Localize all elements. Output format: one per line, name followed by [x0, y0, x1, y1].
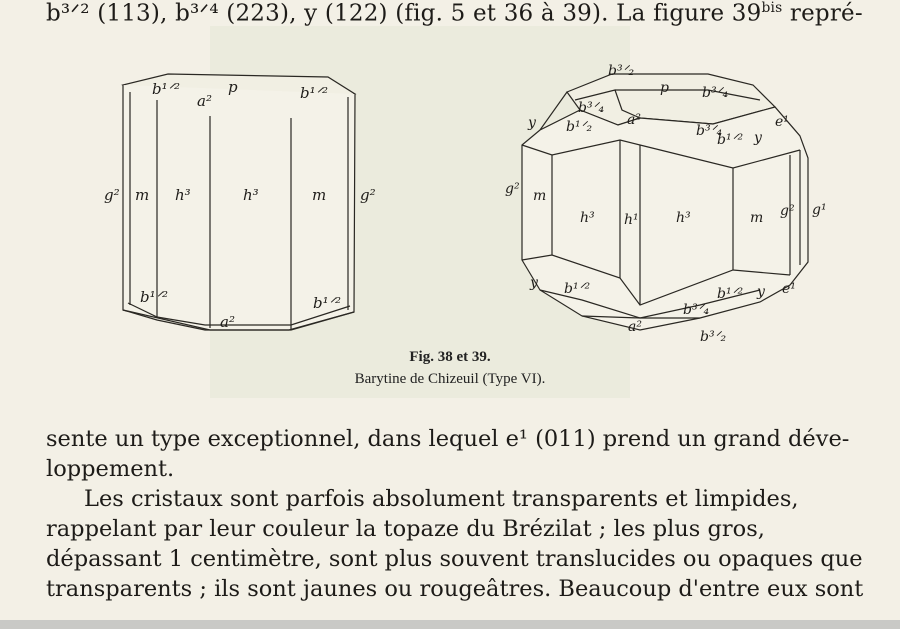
label-h3-left-38: h³ — [175, 186, 191, 204]
label-p-39: p — [660, 80, 669, 96]
body-text — [46, 424, 886, 604]
label-y-br: y — [757, 284, 765, 300]
figure-title: Barytine de Chizeuil (Type VI). — [354, 371, 546, 387]
label-g2-right-39: g² — [780, 203, 795, 219]
label-a2-bottom-38: a² — [220, 313, 235, 331]
label-p-38: p — [228, 78, 238, 96]
paragraph-2-line-4: transparents ; ils sont jaunes ou rougeâtres. Beaucoup d'entre eux sont — [46, 576, 864, 602]
label-b12-d: b¹ᐟ² — [313, 294, 341, 312]
label-a2-bottom-39: a² — [628, 319, 642, 335]
label-a2-top-38: a² — [197, 92, 212, 110]
label-m-left-39: m — [533, 188, 547, 204]
label-b12-b: b¹ᐟ² — [300, 84, 328, 102]
label-b32-top: b³ᐟ₂ — [608, 63, 635, 79]
label-m-right-39: m — [750, 210, 764, 226]
label-m-right-38: m — [312, 186, 327, 204]
page-bottom-edge — [0, 620, 900, 629]
label-b34-mid: b³ᐟ₄ — [696, 123, 723, 139]
label-y-bl: y — [530, 275, 538, 291]
label-b34-bottom: b³ᐟ₄ — [683, 302, 710, 318]
label-b34-leftcap: b³ᐟ₄ — [578, 100, 605, 116]
label-h1: h¹ — [624, 212, 639, 228]
label-h3-center-38: h³ — [243, 186, 259, 204]
paragraph-2-line-2: rappelant par leur couleur la topaze du Brézilat ; les plus gros, — [46, 516, 765, 542]
label-b12-bottom: b¹ᐟ² — [717, 286, 744, 302]
label-m-left-38: m — [135, 186, 150, 204]
label-e1-bottom: e¹ — [782, 281, 796, 297]
label-b12-c: b¹ᐟ² — [140, 288, 168, 306]
paragraph-2-line-1: Les cristaux sont parfois absolument transparents et limpides, — [84, 486, 799, 512]
label-g2-right-38: g² — [360, 186, 376, 204]
label-y-tl: y — [528, 115, 536, 131]
label-g2-left-38: g² — [104, 186, 120, 204]
paragraph-1-line-2: loppement. — [46, 456, 175, 482]
paragraph-2-line-3: dépassant 1 centimètre, sont plus souvent translucides ou opaques que — [46, 546, 863, 572]
label-b34-top: b³ᐟ₄ — [702, 85, 729, 101]
label-g1: g¹ — [812, 202, 827, 218]
label-a2-top-39: a² — [627, 112, 641, 128]
label-b12-a: b¹ᐟ² — [152, 80, 180, 98]
label-e1-top: e¹ — [775, 114, 789, 130]
label-g2-left-39: g² — [505, 181, 520, 197]
label-b12-bl: b¹ᐟ² — [564, 281, 591, 297]
top-text-line: b³ᐟ² (113), b³ᐟ⁴ (223), y (122) (fig. 5 et 36 à 39). La figure $39^{bis}$ repré- — [46, 0, 863, 27]
label-b12-top: b¹ᐟ₂ — [566, 119, 593, 135]
figure-number: Fig. 38 et 39. — [409, 349, 491, 365]
label-y-tr: y — [754, 130, 762, 146]
label-h3-center-39: h³ — [676, 210, 691, 226]
label-h3-left-39: h³ — [580, 210, 595, 226]
label-b12-mid: b¹ᐟ² — [717, 132, 744, 148]
paragraph-1-line-1: sente un type exceptionnel, dans lequel e¹ (011) prend un grand déve- — [46, 426, 850, 452]
label-b32-bottom: b³ᐟ₂ — [700, 329, 727, 345]
